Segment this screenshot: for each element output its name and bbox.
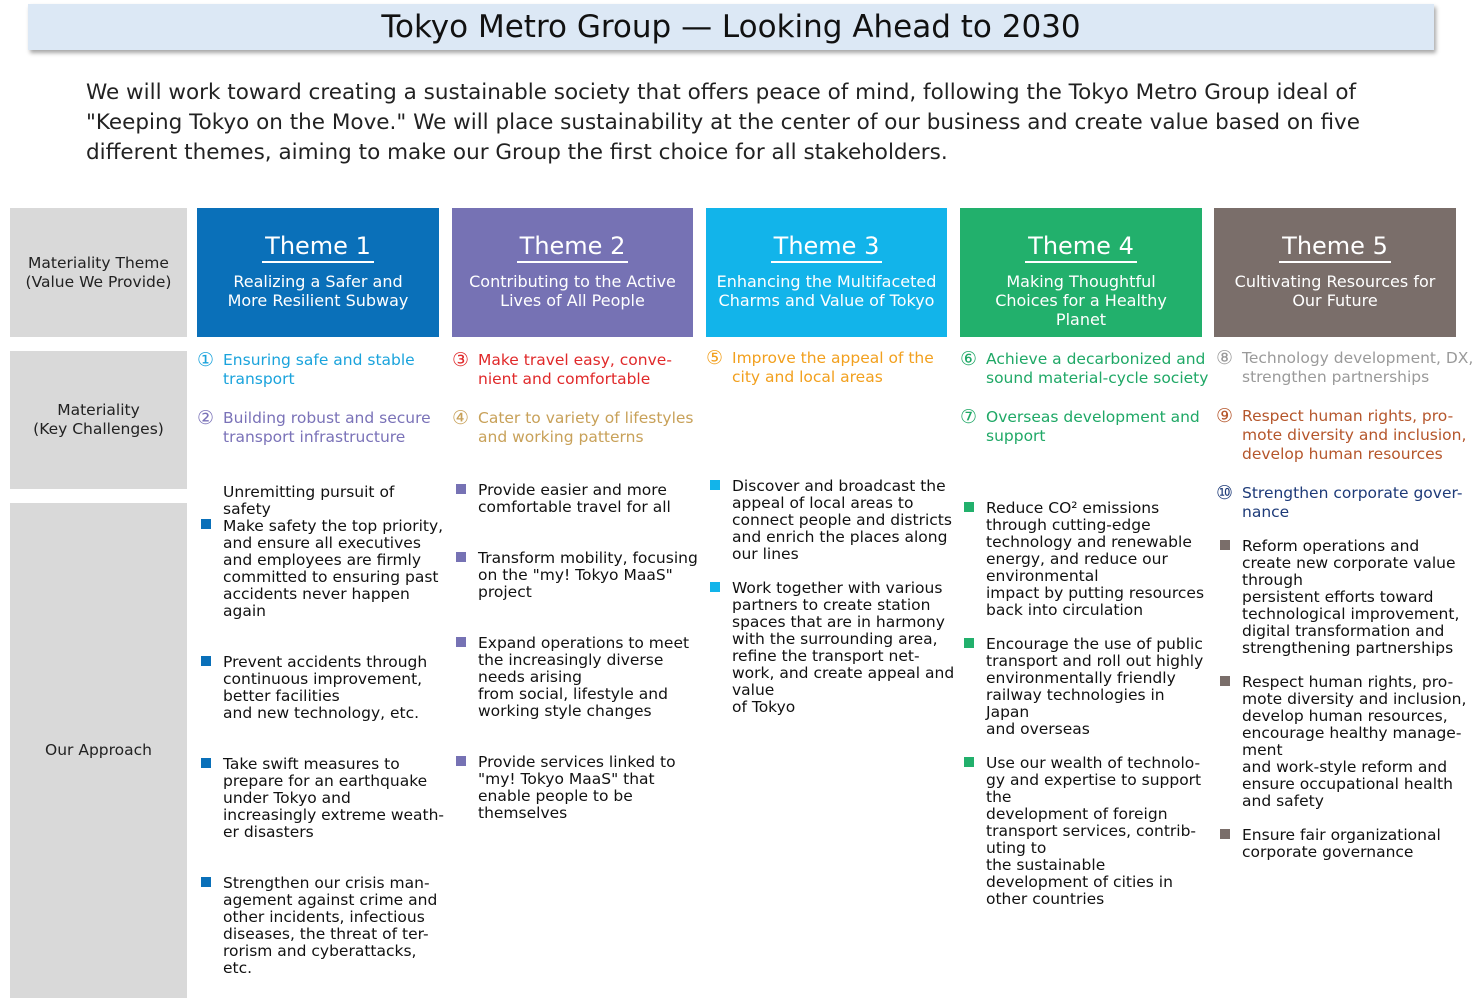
bullet-square-icon (456, 484, 466, 494)
approach-item (197, 484, 445, 620)
theme-2-header (452, 208, 693, 337)
theme-1-name: Theme 1 (262, 232, 374, 263)
theme-4-name: Theme 4 (1025, 232, 1137, 263)
page-title: Tokyo Metro Group — Looking Ahead to 2030 (28, 4, 1434, 50)
theme-2-desc: Contributing to the Active Lives of All People (469, 272, 676, 310)
materiality-number: ⑨ (1216, 405, 1234, 427)
approach-text: Ensure fair organizational corporate governance (1242, 826, 1441, 861)
materiality-number: ② (197, 407, 215, 429)
approach-text: Encourage the use of public transport and roll out highly environmentally friendly railway technologies in Japan and overseas (986, 635, 1204, 738)
theme-5-materialities (1216, 349, 1474, 522)
materiality-item (197, 409, 447, 447)
materiality-item (452, 351, 702, 389)
theme-1-approaches (197, 484, 445, 977)
bullet-square-icon (964, 638, 974, 648)
materiality-number: ④ (452, 407, 470, 429)
approach-text: Prevent accidents through continuous improvement, better facilities and new technology, etc. (223, 653, 428, 722)
approach-item (197, 654, 445, 722)
materiality-text: Respect human rights, pro-mote diversity and inclusion, develop human resources (1242, 407, 1467, 463)
materiality-text: Make travel easy, conve-nient and comfortable (478, 351, 672, 388)
approach-item (960, 636, 1212, 738)
materiality-number: ⑦ (960, 406, 978, 428)
bullet-square-icon (201, 877, 211, 887)
theme-2-materialities (452, 351, 702, 447)
theme-4-approaches (960, 500, 1212, 908)
materiality-text: Achieve a decarbonized and sound material-cycle society (986, 350, 1209, 387)
bullet-square-icon (964, 502, 974, 512)
approach-text: Reform operations and create new corporate value through persistent efforts toward technological improvement, digital transformation and strengthening partnerships (1242, 537, 1460, 657)
approach-text: Take swift measures to prepare for an earthquake under Tokyo and increasingly extreme weath-er disasters (223, 755, 445, 841)
approach-text: Strengthen our crisis man-agement against crime and other incidents, infectious diseases, the threat of ter-rorism and cyberattacks, etc. (223, 874, 438, 977)
materiality-item (1216, 407, 1474, 464)
approach-item (706, 580, 956, 716)
approach-item (1216, 827, 1472, 861)
approach-item (960, 500, 1212, 619)
theme-3-name: Theme 3 (771, 232, 883, 263)
approach-text: Unremitting pursuit of safety Make safety the top priority, and ensure all executives and employees are firmly committed to ensuring past accidents never happen again (223, 483, 444, 620)
bullet-square-icon (456, 637, 466, 647)
approach-item (452, 550, 702, 601)
approach-text: Discover and broadcast the appeal of local areas to connect people and districts and enrich the places along our lines (732, 477, 952, 563)
approach-text: Transform mobility, focusing on the "my! Tokyo MaaS" project (478, 549, 698, 601)
approach-item (1216, 538, 1472, 657)
approach-item (452, 635, 702, 720)
materiality-text: Building robust and secure transport infrastructure (223, 409, 431, 446)
label-materiality: Materiality (Key Challenges) (10, 351, 187, 489)
theme-3-materialities (706, 349, 952, 387)
theme-4-desc: Making Thoughtful Choices for a Healthy Planet (995, 272, 1167, 329)
theme-3-desc: Enhancing the Multifaceted Charms and Value of Tokyo (716, 272, 937, 310)
materiality-number: ⑥ (960, 348, 978, 370)
bullet-square-icon (1220, 540, 1230, 550)
theme-5-desc: Cultivating Resources for Our Future (1234, 272, 1436, 310)
label-materiality-theme: Materiality Theme (Value We Provide) (10, 208, 187, 337)
bullet-square-icon (201, 656, 211, 666)
bullet-square-icon (710, 582, 720, 592)
materiality-item (1216, 349, 1474, 387)
theme-4-materialities (960, 350, 1212, 446)
materiality-item (960, 408, 1212, 446)
materiality-number: ⑤ (706, 347, 724, 369)
materiality-number: ⑧ (1216, 347, 1234, 369)
materiality-item (960, 350, 1212, 388)
bullet-square-icon (964, 757, 974, 767)
approach-item (197, 875, 445, 977)
materiality-item (452, 409, 702, 447)
theme-1-materialities (197, 351, 447, 447)
approach-text: Expand operations to meet the increasingly diverse needs arising from social, lifestyle and working style changes (478, 634, 690, 720)
materiality-item (197, 351, 447, 389)
bullet-square-icon (1220, 676, 1230, 686)
theme-2-approaches (452, 482, 702, 822)
materiality-number: ③ (452, 349, 470, 371)
theme-1-header (197, 208, 439, 337)
label-our-approach: Our Approach (10, 503, 187, 998)
theme-5-header (1214, 208, 1456, 337)
theme-2-name: Theme 2 (517, 232, 629, 263)
bullet-square-icon (456, 756, 466, 766)
materiality-text: Technology development, DX, strengthen partnerships (1242, 349, 1474, 386)
materiality-item (706, 349, 952, 387)
intro-text: We will work toward creating a sustainable society that offers peace of mind, following the Tokyo Metro Group ideal of "Keeping Tokyo on the Move." We will place sustainability at the center of our business and create value based on five different themes, aiming to make our Group the first choice for all stakeholders. (86, 80, 1361, 165)
materiality-number: ① (197, 349, 215, 371)
approach-item (452, 754, 702, 822)
approach-item (1216, 674, 1472, 810)
approach-item (452, 482, 702, 516)
approach-text: Respect human rights, pro-mote diversity and inclusion, develop human resources, encourage healthy manage-ment and work-style reform and ensure occupational health and safety (1242, 673, 1467, 810)
approach-text: Work together with various partners to create station spaces that are in harmony with the surrounding area, refine the transport net-work, and create appeal and value of Tokyo (732, 579, 955, 716)
approach-text: Use our wealth of technolo-gy and expertise to support the development of foreign transport services, contrib-uting to the sustainable development of cities in other countries (986, 754, 1202, 908)
materiality-number: ⑩ (1216, 482, 1234, 504)
approach-item (706, 478, 956, 563)
theme-5-name: Theme 5 (1279, 232, 1391, 263)
materiality-text: Ensuring safe and stable transport (223, 351, 415, 388)
bullet-square-icon (710, 480, 720, 490)
materiality-text: Improve the appeal of the city and local areas (732, 349, 934, 386)
materiality-item (1216, 484, 1474, 522)
approach-text: Provide easier and more comfortable travel for all (478, 481, 671, 516)
bullet-square-icon (456, 552, 466, 562)
theme-1-desc: Realizing a Safer and More Resilient Subway (227, 272, 409, 310)
approach-item (960, 755, 1212, 908)
materiality-text: Overseas development and support (986, 408, 1200, 445)
theme-4-header (960, 208, 1202, 337)
theme-5-approaches (1216, 538, 1472, 861)
materiality-text: Strengthen corporate gover-nance (1242, 484, 1463, 521)
approach-text: Reduce CO² emissions through cutting-edge technology and renewable energy, and reduce our environmental impact by putting resources back into circulation (986, 499, 1205, 619)
approach-text: Provide services linked to "my! Tokyo MaaS" that enable people to be themselves (478, 753, 676, 822)
approach-item (197, 756, 445, 841)
bullet-square-icon (201, 519, 211, 529)
materiality-text: Cater to variety of lifestyles and working patterns (478, 409, 694, 446)
theme-3-header (706, 208, 947, 337)
theme-3-approaches (706, 478, 956, 716)
bullet-square-icon (1220, 829, 1230, 839)
bullet-square-icon (201, 758, 211, 768)
